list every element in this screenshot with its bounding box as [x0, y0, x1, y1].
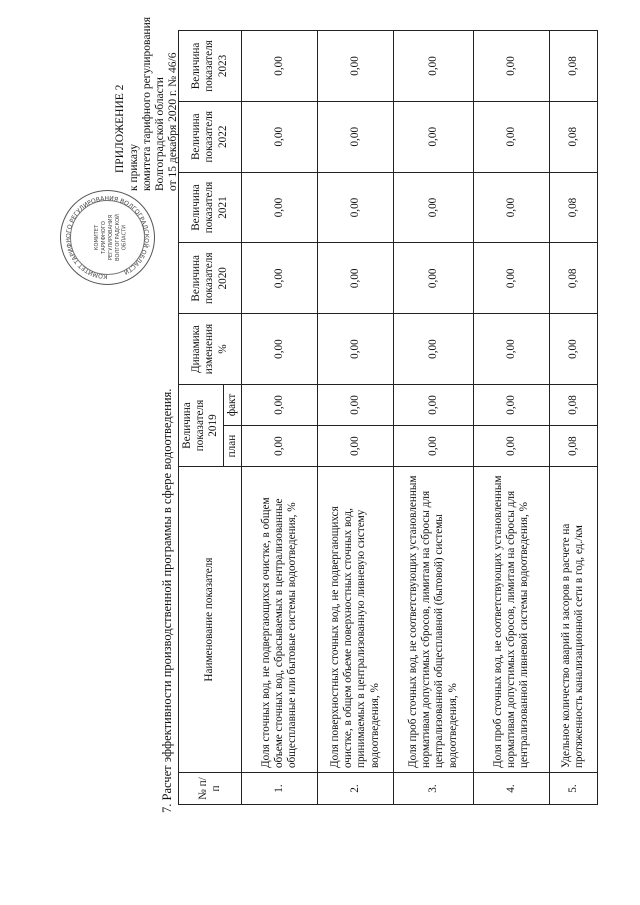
- value-2020: 0,08: [549, 243, 597, 314]
- value-2021: 0,00: [317, 172, 393, 243]
- value-2023: 0,00: [393, 31, 473, 102]
- indicator-name: Доля сточных вод, не подвергающихся очистке, в общем объеме сточных вод, сбрасываемых в централизованные общесплавные или бытовые системы водоотведения, %: [241, 467, 317, 773]
- value-dynamics: 0,00: [241, 314, 317, 385]
- svg-text:РЕГУЛИРОВАНИЯ: РЕГУЛИРОВАНИЯ: [107, 214, 114, 261]
- appendix-label: ПРИЛОЖЕНИЕ 2: [114, 84, 126, 173]
- table-row: [549, 31, 597, 805]
- header-block: [40, 5, 200, 280]
- value-2022: 0,00: [317, 101, 393, 172]
- col-header-2020: Величина показателя 2020: [179, 243, 242, 314]
- table-body: [241, 31, 597, 805]
- region-line: Волгоградской области: [154, 77, 166, 191]
- committee-line: комитета тарифного регулирования: [141, 16, 153, 191]
- row-number: 2.: [317, 773, 393, 805]
- value-2019-fact: 0,00: [241, 384, 317, 425]
- value-2019-plan: 0,00: [393, 426, 473, 467]
- col-header-2022: Величина показателя 2022: [179, 101, 242, 172]
- value-2022: 0,00: [241, 101, 317, 172]
- svg-text:ВОЛГОГРАДСКОЙ: ВОЛГОГРАДСКОЙ: [114, 214, 121, 261]
- value-2021: 0,08: [549, 172, 597, 243]
- value-2023: 0,00: [473, 31, 549, 102]
- svg-text:КОМИТЕТ: КОМИТЕТ: [94, 224, 101, 251]
- table-row: [241, 31, 317, 805]
- value-2020: 0,00: [473, 243, 549, 314]
- col-header-2023: Величина показателя 2023: [179, 31, 242, 102]
- col-header-name: Наименование показателя: [179, 467, 242, 773]
- value-2021: 0,00: [241, 172, 317, 243]
- value-2019-plan: 0,08: [549, 426, 597, 467]
- indicator-name: Доля проб сточных вод, не соответствующих установленным нормативам допустимых сбросов, лимитам на сбросы для централизованной общесплавной (бытовой) системы водоотведения, %: [393, 467, 473, 773]
- col-header-plan: план: [223, 426, 241, 467]
- value-2020: 0,00: [317, 243, 393, 314]
- table-row: [317, 31, 393, 805]
- value-2019-plan: 0,00: [317, 426, 393, 467]
- value-2023: 0,00: [317, 31, 393, 102]
- row-number: 4.: [473, 773, 549, 805]
- value-2021: 0,00: [473, 172, 549, 243]
- col-header-dynamics: Динамика изменения %: [179, 314, 242, 385]
- value-2023: 0,00: [241, 31, 317, 102]
- row-number: 5.: [549, 773, 597, 805]
- col-header-no: № п/п: [179, 773, 242, 805]
- indicator-name: Удельное количество аварий и засоров в расчете на протяженность канализационной сети в год, ед./км: [549, 467, 597, 773]
- col-header-fact: факт: [223, 384, 241, 425]
- value-2022: 0,00: [473, 101, 549, 172]
- value-2023: 0,08: [549, 31, 597, 102]
- value-dynamics: 0,00: [393, 314, 473, 385]
- table-row: [473, 31, 549, 805]
- value-2019-plan: 0,00: [241, 426, 317, 467]
- order-ref-line: к приказу: [128, 143, 140, 191]
- table-header-row: [179, 31, 224, 805]
- efficiency-table: [178, 30, 598, 805]
- value-2019-plan: 0,00: [473, 426, 549, 467]
- svg-text:КОМИТЕТ ТАРИФНОГО РЕГУЛИРОВАНИ: КОМИТЕТ ТАРИФНОГО РЕГУЛИРОВАНИЯ ВОЛГОГРАДСКОЙ ОБЛАСТИ: [65, 195, 150, 280]
- svg-text:ОБЛАСТИ: ОБЛАСТИ: [121, 224, 128, 251]
- value-2022: 0,08: [549, 101, 597, 172]
- value-2020: 0,00: [393, 243, 473, 314]
- section-title: 7. Расчет эффективности производственной программы в сфере водоотведения.: [160, 388, 174, 813]
- row-number: 3.: [393, 773, 473, 805]
- value-dynamics: 0,00: [317, 314, 393, 385]
- value-2019-fact: 0,00: [393, 384, 473, 425]
- value-2021: 0,00: [393, 172, 473, 243]
- col-header-2019: Величина показателя 2019: [179, 384, 224, 466]
- value-2019-fact: 0,00: [473, 384, 549, 425]
- indicator-name: Доля поверхностных сточных вод, не подвергающихся очистке, в общем объеме поверхностных сточных вод, принимаемых в централизованную ливневую систему водоотведения, %: [317, 467, 393, 773]
- value-dynamics: 0,00: [549, 314, 597, 385]
- value-2019-fact: 0,00: [317, 384, 393, 425]
- value-2020: 0,00: [241, 243, 317, 314]
- svg-text:ТАРИФНОГО: ТАРИФНОГО: [101, 221, 108, 254]
- table-row: [393, 31, 473, 805]
- seal-graphic: [61, 191, 154, 284]
- value-2022: 0,00: [393, 101, 473, 172]
- official-seal: [60, 190, 155, 285]
- order-date-line: от 15 декабря 2020 г. № 46/6: [167, 52, 179, 191]
- col-header-2021: Величина показателя 2021: [179, 172, 242, 243]
- row-number: 1.: [241, 773, 317, 805]
- value-2019-fact: 0,08: [549, 384, 597, 425]
- indicator-name: Доля проб сточных вод, не соответствующих установленным нормативам допустимых сбросов, лимитам на сбросы для централизованной ливневой системы водоотведения, %: [473, 467, 549, 773]
- value-dynamics: 0,00: [473, 314, 549, 385]
